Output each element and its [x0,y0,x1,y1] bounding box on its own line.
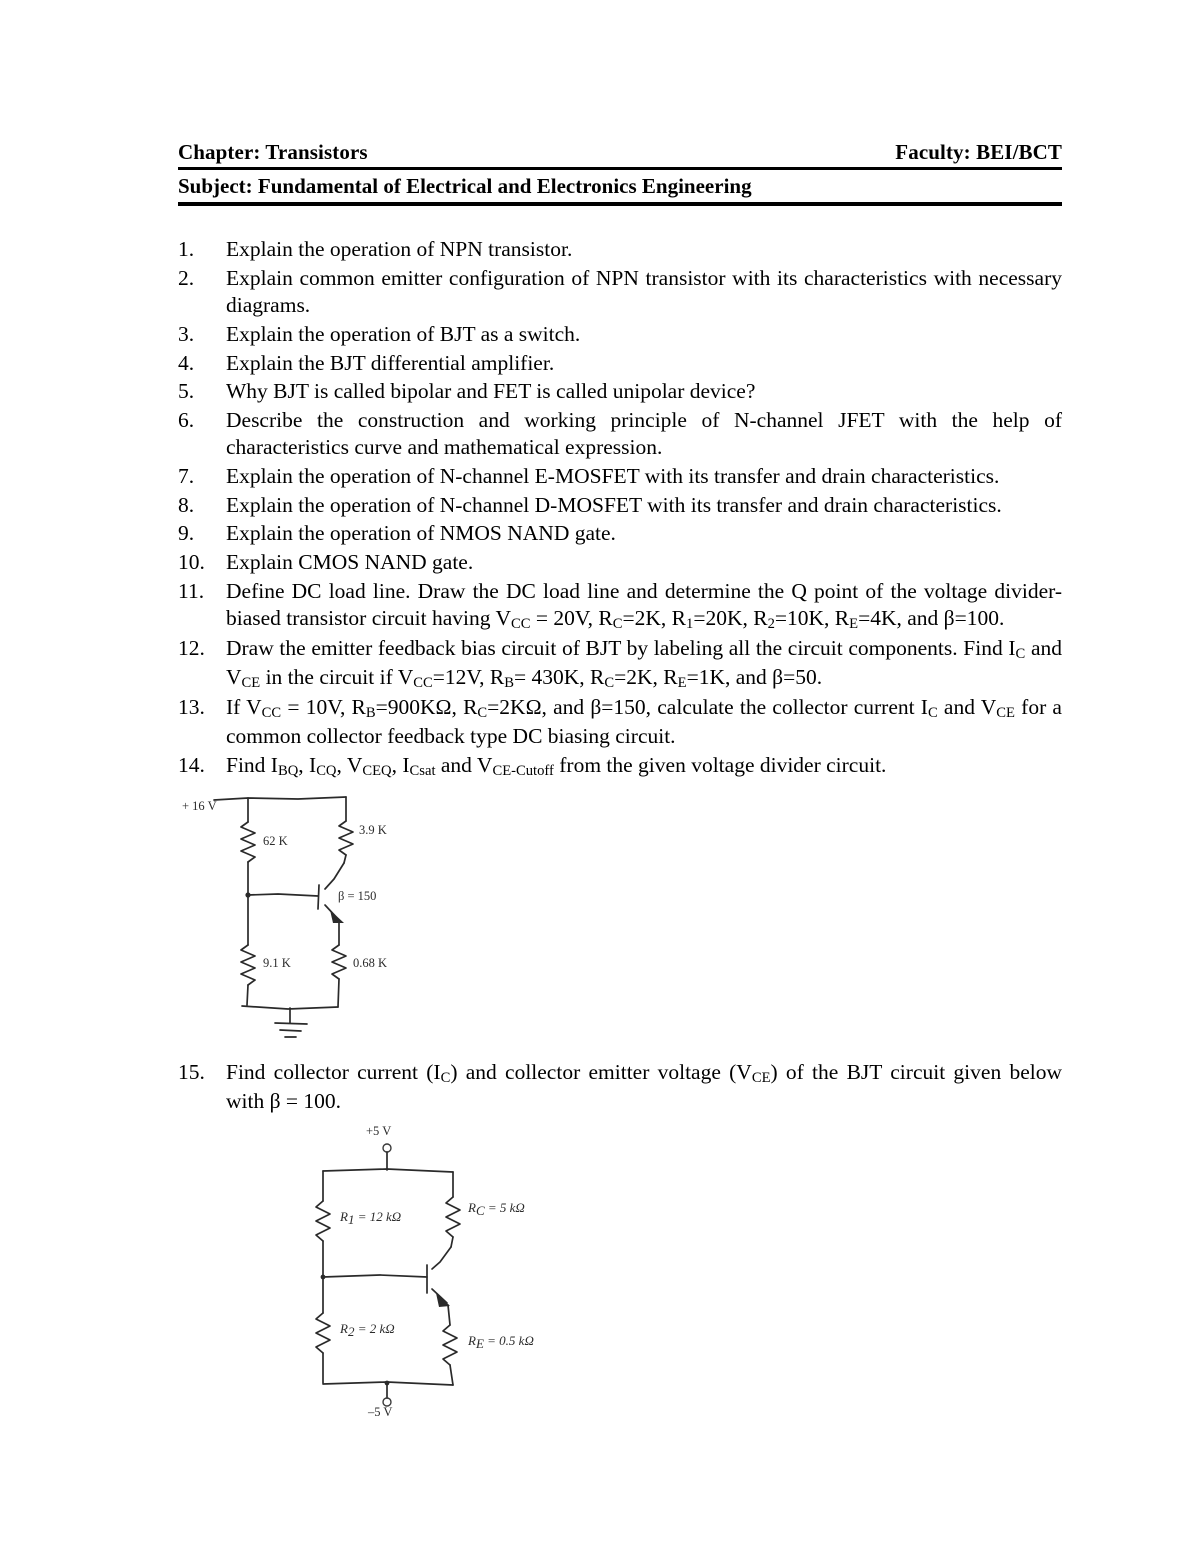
question-number: 10. [178,549,205,574]
question-number: 2. [178,265,195,290]
question-text: Explain the operation of N-channel D-MOSFET with its transfer and drain characteristics. [226,492,1002,517]
figure-1-re-label: 0.68 K [353,955,388,970]
question-text: Find collector current $(I_C)$ and collector emitter voltage $(V_{CE})$ of the BJT circuit given below with β = 100. [226,1059,1062,1113]
question-item [178,1059,1062,1116]
question-number: 9. [178,521,195,546]
question-text: Explain the operation of N-channel E-MOSFET with its transfer and drain characteristics. [226,464,1000,488]
header-top-row [178,140,1062,167]
question-number: 7. [178,464,195,488]
question-text: Define DC load line. Draw the DC load line and determine the Q point of the voltage divider-biased transistor circuit having $V_{CC} = 20V$, $R_C=2K$, $R_1=20K$, $R_2=10K$, $R_E=4K$, and β=100. [226,578,1062,633]
question-text: Describe the construction and working principle of N-channel JFET with the help of characteristics curve and mathematical expression. [226,407,1062,460]
figure-1-r1-label: 62 K [263,833,288,848]
question-text: Explain CMOS NAND gate. [226,549,474,574]
question-number: 4. [178,350,195,375]
question-number: 1. [178,237,195,261]
figure-2-r2-label: R2 = 2 kΩ [340,1321,395,1340]
question-item [178,265,1062,320]
figure-2-positive-supply-label: +5 V [366,1124,392,1139]
figure-2-rc-label: RC = 5 kΩ [468,1200,525,1219]
question-number: 8. [178,492,195,517]
question-number: 15. [178,1059,205,1084]
question-item [178,549,1062,577]
faculty-label: Faculty: BEI/BCT [895,140,1062,164]
header-divider-2 [178,202,1062,206]
question-number: 13. [178,695,205,720]
question-text: Explain the operation of NMOS NAND gate. [226,521,616,546]
question-text: If $V_{CC} = 10V$, $R_B=900K\Omega$, $R_C=2K\Omega$, and β=150, calculate the collector current $I_C$ and $V_{CE}$ for a common collector feedback type DC biasing circuit. [226,695,1062,749]
figure-1-rc-label: 3.9 K [359,822,387,837]
question-item [178,492,1062,520]
question-number: 12. [178,636,205,661]
question-item [178,463,1062,491]
figure-1-supply-label: + 16 V [182,798,217,813]
question-item [178,694,1062,751]
figure-2-re-label: RE = 0.5 kΩ [468,1333,534,1352]
question-number: 11. [178,578,205,603]
question-item [178,407,1062,462]
question-number: 3. [178,321,195,346]
question-text: Find $I_{BQ}$, $I_{CQ}$, $V_{CEQ}$, $I_{Csat}$ and $V_{CE-Cutoff}$ from the given voltage divider circuit. [226,752,887,779]
question-text: Why BJT is called bipolar and FET is called unipolar device? [226,379,756,404]
chapter-title: Chapter: Transistors [178,140,368,164]
question-item [178,752,1062,781]
figure-2-svg [290,1117,590,1417]
header-divider-1 [178,167,1062,170]
figure-1-svg [178,787,438,1057]
question-item [178,520,1062,548]
figure-2-negative-supply-label: –5 V [368,1405,393,1418]
figure-bjt-dual-supply-circuit [290,1117,590,1422]
question-item [178,236,1062,264]
question-item [178,635,1062,693]
question-item [178,350,1062,378]
question-text: Explain the BJT differential amplifier. [226,350,555,375]
question-item [178,378,1062,406]
question-item [178,578,1062,635]
question-item [178,321,1062,349]
figure-1-beta-label: β = 150 [338,888,377,903]
question-number: 14. [178,752,205,777]
figure-voltage-divider-circuit [178,787,438,1062]
question-text: Explain the operation of NPN transistor. [226,237,573,261]
document-header [178,140,1062,206]
question-number: 5. [178,379,195,404]
figure-2-r1-label: R1 = 12 kΩ [340,1209,402,1228]
question-text: Draw the emitter feedback bias circuit of BJT by labeling all the circuit components. Find $I_C$ and $V_{CE}$ in the circuit if $V_{CC}=12V$, $R_B= 430K$, $R_C=2K$, $R_E=1K$, and β=50. [226,636,1062,692]
question-number: 6. [178,407,195,432]
question-text: Explain the operation of BJT as a switch. [226,321,581,346]
figure-1-r2-label: 9.1 K [263,955,291,970]
subject-title: Subject: Fundamental of Electrical and Electronics Engineering [178,174,752,198]
question-text: Explain common emitter configuration of NPN transistor with its characteristics with necessary diagrams. [226,265,1062,318]
